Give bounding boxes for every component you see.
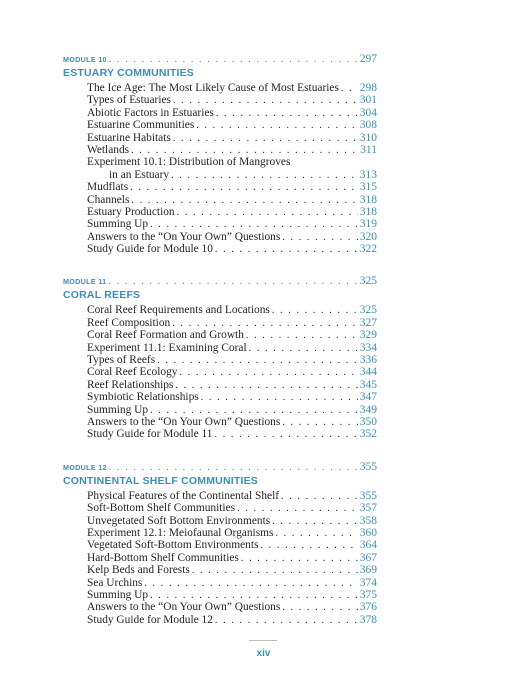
entry-title: Experiment 11.1: Examining Coral	[87, 341, 247, 354]
entry-title: Reef Relationships	[87, 378, 174, 391]
table-of-contents	[63, 53, 377, 646]
entry-title: Types of Estuaries	[87, 94, 171, 107]
toc-entry	[63, 490, 377, 502]
entry-list	[63, 304, 377, 440]
entry-title: Coral Reef Formation and Growth	[87, 329, 244, 342]
toc-entry	[63, 119, 377, 131]
entry-page-number: 313	[359, 168, 377, 181]
entry-title: Summing Up	[87, 403, 149, 416]
toc-entry	[63, 206, 377, 218]
entry-title: Study Guide for Module 12	[87, 613, 213, 626]
entry-page-number: 334	[359, 341, 377, 354]
entry-page-number: 364	[359, 539, 377, 552]
dot-leader	[241, 553, 358, 565]
entry-page-number: 352	[359, 428, 377, 441]
toc-entry	[63, 404, 377, 416]
toc-entry	[63, 515, 377, 527]
toc-entry	[63, 82, 377, 94]
dot-leader	[171, 170, 358, 182]
module-title: ESTUARY COMMUNITIES	[63, 67, 194, 79]
toc-entry	[63, 577, 377, 589]
entry-title: Kelp Beds and Forests	[87, 564, 190, 577]
entry-title: Abiotic Factors in Estuaries	[87, 106, 214, 119]
dot-leader	[196, 120, 358, 132]
entry-title: Unvegetated Soft Bottom Environments	[87, 514, 271, 527]
dot-leader	[216, 108, 358, 120]
module-section	[63, 53, 377, 255]
module-label: MODULE 10	[63, 55, 107, 64]
entry-page-number: 311	[360, 143, 377, 156]
entry-page-number: 310	[359, 131, 377, 144]
toc-entry	[63, 601, 377, 613]
entry-page-number: 329	[359, 329, 377, 342]
dot-leader	[144, 578, 357, 590]
entry-page-number: 378	[359, 613, 377, 626]
entry-page-number: 336	[359, 354, 377, 367]
dot-leader	[260, 540, 357, 552]
entry-page-number: 315	[359, 181, 377, 194]
entry-page-number: 304	[359, 106, 377, 119]
dot-leader	[173, 133, 358, 145]
entry-title: Hard-Bottom Shelf Communities	[87, 551, 239, 564]
dot-leader	[109, 461, 358, 474]
entry-title: Answers to the “On Your Own” Questions	[87, 415, 281, 428]
entry-page-number: 298	[359, 82, 377, 94]
toc-entry	[63, 366, 377, 378]
entry-page-number: 327	[359, 316, 377, 329]
dot-leader	[192, 565, 358, 577]
dot-leader	[272, 516, 358, 528]
entry-title: Reef Composition	[87, 316, 171, 329]
entry-page-number: 376	[359, 601, 377, 614]
module-page-number: 325	[359, 275, 377, 288]
entry-page-number: 320	[359, 230, 377, 243]
toc-entry	[63, 231, 377, 243]
dot-leader	[282, 417, 357, 429]
folio-rule	[249, 640, 277, 641]
entry-title: Estuarine Communities	[87, 119, 195, 132]
entry-page-number: 319	[359, 218, 377, 231]
entry-page-number: 347	[359, 391, 377, 404]
toc-entry	[63, 329, 377, 341]
toc-entry	[63, 317, 377, 329]
module-page-number: 297	[359, 53, 377, 65]
toc-entry	[63, 428, 377, 440]
entry-title: Channels	[87, 193, 130, 206]
entry-title: Study Guide for Module 11	[87, 428, 213, 441]
toc-entry	[63, 194, 377, 206]
dot-leader	[177, 207, 358, 219]
toc-entry	[63, 169, 377, 181]
dot-leader	[341, 83, 358, 95]
toc-entry	[63, 243, 377, 255]
dot-leader	[282, 232, 357, 244]
entry-title: Summing Up	[87, 218, 149, 231]
toc-entry	[63, 181, 377, 193]
entry-title: The Ice Age: The Most Likely Cause of Most Estuaries	[87, 82, 339, 94]
dot-leader	[215, 244, 358, 256]
entry-title: Study Guide for Module 10	[87, 243, 213, 256]
entry-title: Vegetated Soft-Bottom Environments	[87, 539, 259, 552]
entry-title: Sea Urchins	[87, 576, 143, 589]
toc-entry	[63, 391, 377, 403]
module-heading	[63, 461, 377, 474]
entry-title: Estuary Production	[87, 205, 175, 218]
entry-page-number: 318	[359, 205, 377, 218]
entry-page-number: 318	[359, 193, 377, 206]
dot-leader	[201, 392, 358, 404]
entry-title: Estuarine Habitats	[87, 131, 171, 144]
dot-leader	[175, 380, 357, 392]
entry-list	[63, 490, 377, 626]
dot-leader	[246, 330, 358, 342]
toc-entry	[63, 502, 377, 514]
entry-page-number: 344	[359, 366, 377, 379]
entry-title: Summing Up	[87, 588, 149, 601]
dot-leader	[272, 305, 358, 317]
entry-page-number: 375	[359, 588, 377, 601]
entry-title: Physical Features of the Continental Shelf	[87, 489, 280, 502]
entry-title: Coral Reef Requirements and Locations	[87, 304, 270, 317]
dot-leader	[179, 367, 357, 379]
entry-page-number: 308	[359, 119, 377, 132]
entry-page-number: 345	[359, 378, 377, 391]
toc-entry	[63, 94, 377, 106]
dot-leader	[130, 182, 358, 194]
module-label: MODULE 11	[63, 277, 107, 287]
dot-leader	[108, 275, 357, 288]
toc-entry	[63, 379, 377, 391]
entry-page-number: 360	[359, 526, 377, 539]
module-title: CORAL REEFS	[63, 289, 141, 302]
module-heading	[63, 53, 377, 66]
entry-list	[63, 82, 377, 255]
toc-entry	[63, 614, 377, 626]
dot-leader	[215, 615, 358, 627]
entry-title: Wetlands	[87, 143, 130, 156]
dot-leader	[215, 429, 358, 441]
entry-page-number: 357	[359, 502, 377, 515]
toc-entry	[63, 527, 377, 539]
dot-leader	[282, 602, 357, 614]
entry-page-number: 355	[359, 489, 377, 502]
toc-entry: Experiment 10.1: Distribution of Mangroves	[87, 156, 291, 169]
entry-page-number: 349	[359, 403, 377, 416]
entry-title: Answers to the “On Your Own” Questions	[87, 601, 281, 614]
entry-title: Soft-Bottom Shelf Communities	[87, 502, 236, 515]
toc-entry	[63, 144, 377, 156]
toc-entry	[63, 589, 377, 601]
entry-page-number: 367	[359, 551, 377, 564]
toc-entry	[63, 304, 377, 316]
entry-title: Answers to the “On Your Own” Questions	[87, 230, 281, 243]
toc-entry	[63, 416, 377, 428]
entry-title: Coral Reef Ecology	[87, 366, 178, 379]
toc-entry	[63, 564, 377, 576]
entry-page-number: 358	[359, 514, 377, 527]
module-section	[63, 275, 377, 440]
module-section	[63, 461, 377, 626]
module-page-number: 355	[359, 460, 377, 473]
entry-page-number: 325	[359, 304, 377, 317]
entry-title: Experiment 12.1: Meiofaunal Organisms	[87, 526, 274, 539]
toc-entry	[63, 552, 377, 564]
toc-entry	[63, 539, 377, 551]
dot-leader	[109, 53, 358, 66]
entry-title: Symbiotic Relationships	[87, 391, 199, 404]
entry-page-number: 369	[359, 564, 377, 577]
toc-entry	[63, 107, 377, 119]
entry-title: Types of Reefs	[87, 354, 156, 367]
entry-page-number: 322	[359, 243, 377, 256]
dot-leader	[281, 491, 358, 503]
toc-entry	[63, 218, 377, 230]
toc-entry	[63, 342, 377, 354]
page-number: xiv	[256, 648, 271, 659]
entry-title: Mudflats	[87, 181, 129, 194]
entry-page-number: 374	[359, 576, 377, 589]
module-heading	[63, 275, 377, 288]
dot-leader	[157, 355, 358, 367]
module-label: MODULE 12	[63, 462, 107, 472]
dot-leader	[249, 343, 358, 355]
entry-page-number: 301	[359, 94, 377, 107]
toc-entry	[63, 132, 377, 144]
dot-leader	[275, 528, 357, 540]
module-title: CONTINENTAL SHELF COMMUNITIES	[63, 474, 258, 487]
toc-entry	[63, 354, 377, 366]
entry-title: in an Estuary	[109, 168, 170, 181]
entry-page-number: 350	[359, 415, 377, 428]
